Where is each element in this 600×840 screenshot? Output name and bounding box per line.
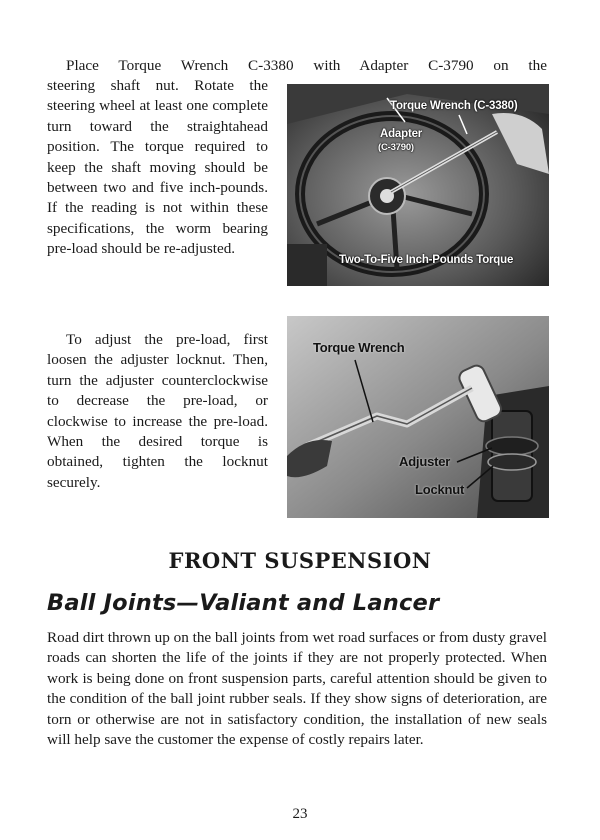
- adjuster-locknut-photo: [287, 316, 549, 518]
- subsection-title: Ball Joints—Valiant and Lancer: [47, 590, 440, 616]
- callout-adapter: Adapter: [380, 128, 423, 140]
- paragraph-adjust-preload: To adjust the pre-load, first loosen the adjuster locknut. Then, turn the adjuster counterclockwise to decrease the pre-load, or clockwise to increase the pre-load. When the desired torque is obtained, tighten the locknut securely.: [47, 331, 268, 491]
- callout-torque-wrench-c3380: Torque Wrench (C-3380): [390, 100, 518, 112]
- callout-adapter-code: (C-3790): [378, 142, 414, 153]
- callout-torque-wrench: Torque Wrench: [313, 340, 405, 355]
- steering-wheel-torque-photo: [287, 84, 549, 286]
- callout-adjuster: Adjuster: [399, 454, 451, 469]
- page-number: 23: [292, 806, 308, 822]
- paragraph-ball-joints: Road dirt thrown up on the ball joints from wet road surfaces or from dusty gravel roads can shorten the life of the joints if they are not properly protected. When work is being done on front suspension parts, careful attention should be given to the condition of the ball joint rubber seals. If they show signs of deterioration, are torn or otherwise are not in satisfactory condition, the installation of new seals will help save the customer the expense of costly repairs later.: [47, 629, 547, 749]
- callout-locknut: Locknut: [415, 482, 465, 497]
- callout-inch-pounds-torque: Two-To-Five Inch-Pounds Torque: [339, 254, 514, 266]
- paragraph-torque-intro-first-line: Place Torque Wrench C-3380 with Adapter C-3790 on the: [66, 57, 547, 74]
- paragraph-torque-intro: steering shaft nut. Rotate the steering wheel at least one complete turn toward the straightahead position. The torque required to keep the shaft moving should be between two and five inch-pounds. If the reading is not within these specifications, the worm bearing pre-load should be re-adjusted.: [47, 77, 268, 258]
- section-title: FRONT SUSPENSION: [168, 548, 432, 573]
